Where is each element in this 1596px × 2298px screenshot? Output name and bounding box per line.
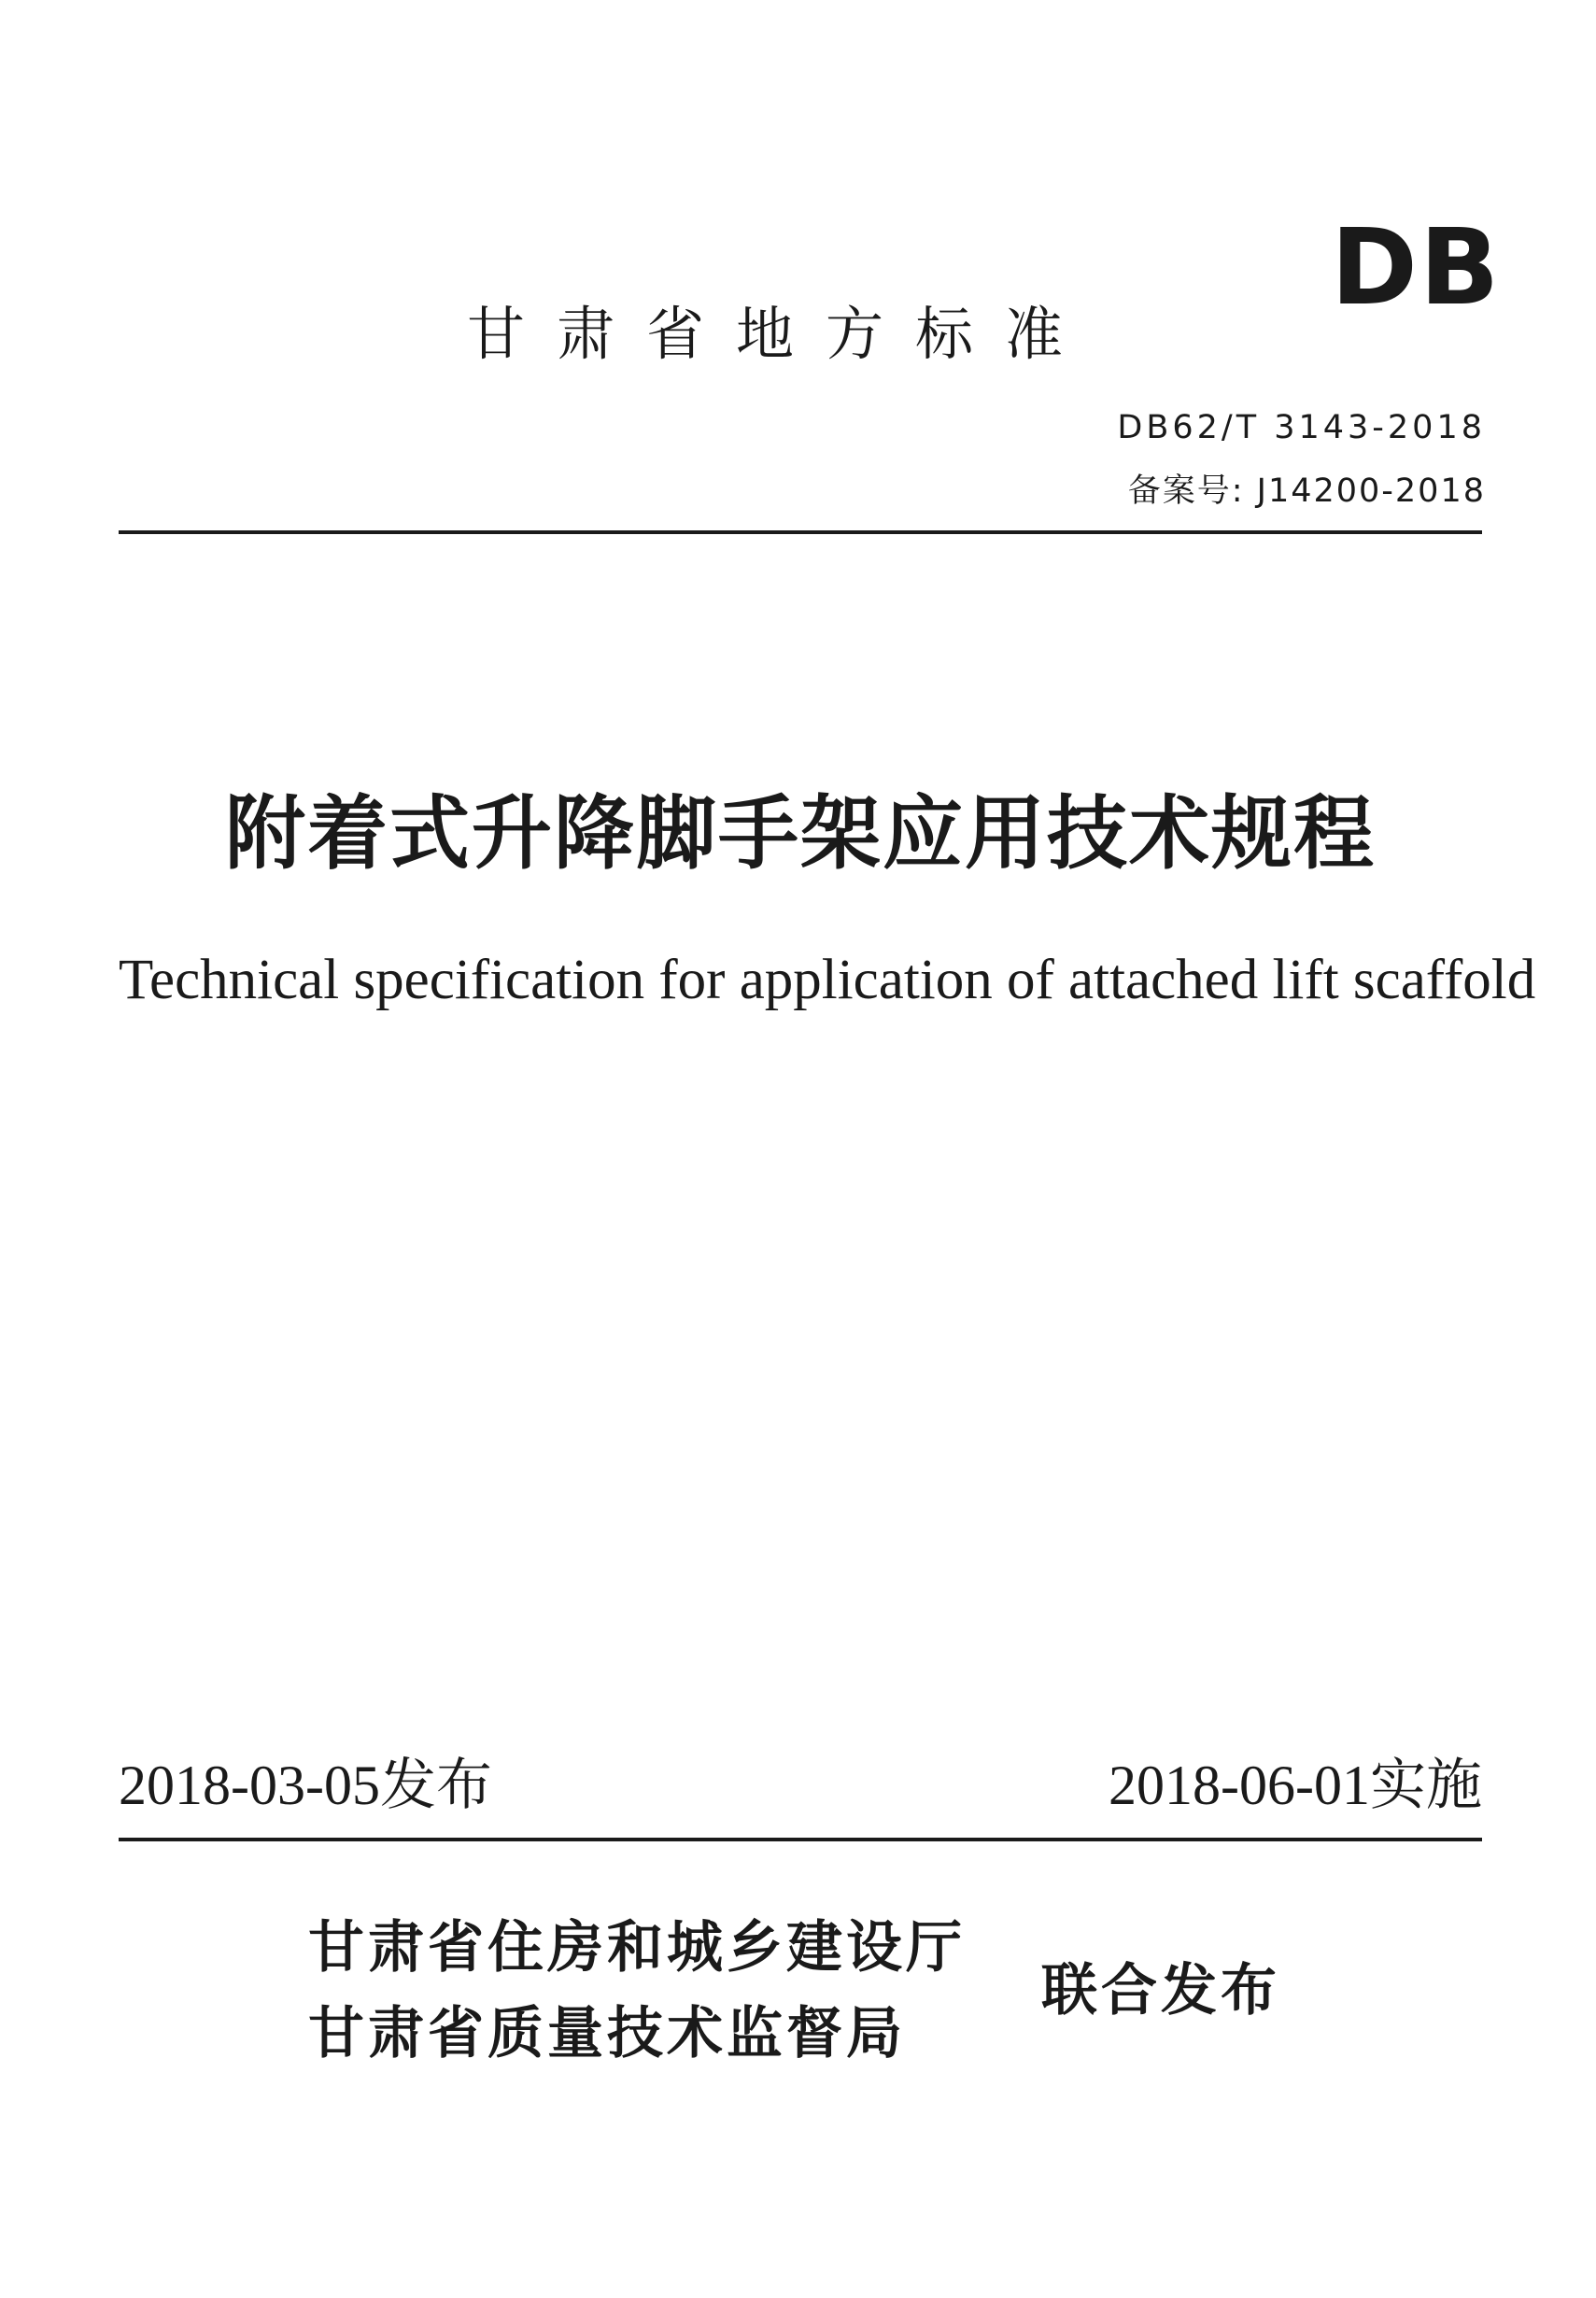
record-number: 备案号: J14200-2018 [1127,472,1486,510]
publisher-quality-bureau: 甘肃省质量技术监督局 [308,2001,906,2066]
publisher-housing-dept: 甘肃省住房和城乡建设厅 [308,1915,966,1981]
title-chinese: 附着式升降脚手架应用技术规程 [225,786,1376,881]
title-english: Technical specification for application of attached lift scaffold [119,949,1536,1011]
issue-date: 2018-03-05发布 [119,1755,492,1816]
top-divider [119,530,1482,534]
implementation-date: 2018-06-01实施 [1109,1755,1482,1816]
db-logo: DB [1331,207,1502,329]
bottom-divider [119,1838,1482,1841]
standard-code: DB62/T 3143-2018 [1117,409,1486,446]
joint-issue-label: 联合发布 [1041,1958,1280,2023]
standard-series: 甘肃省地方标准 [467,300,1095,368]
